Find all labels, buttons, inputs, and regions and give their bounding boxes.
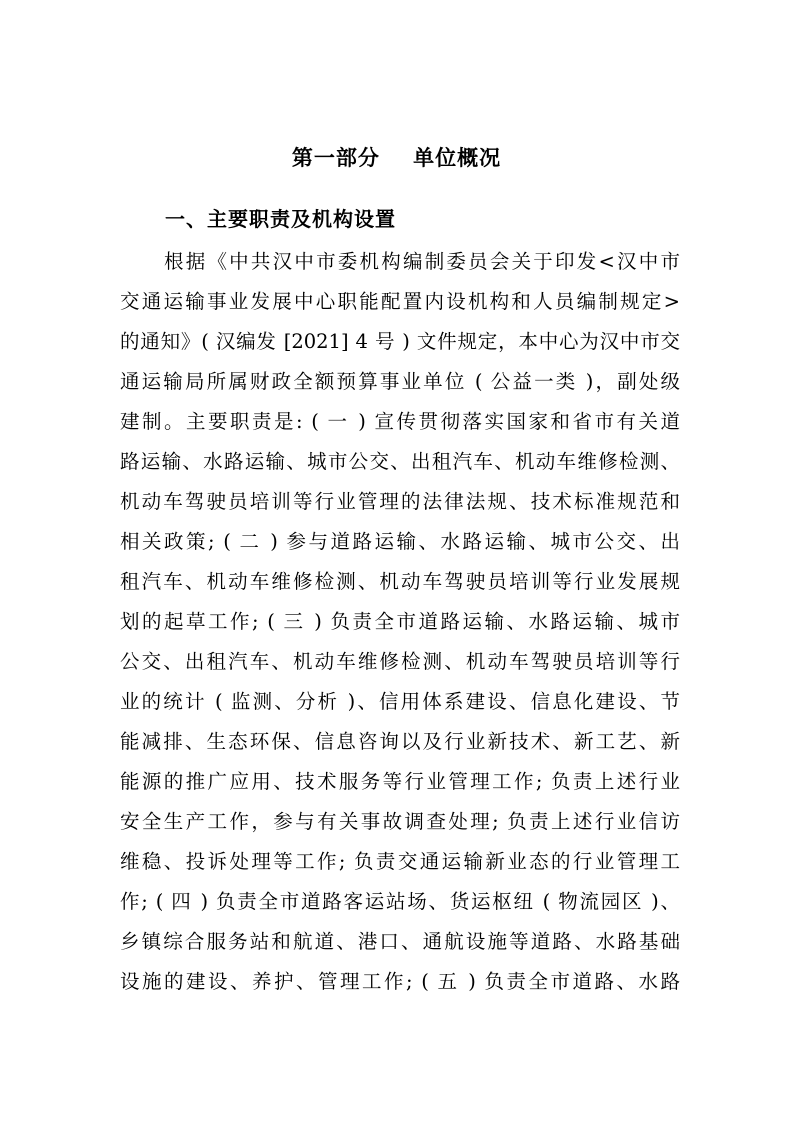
paragraph-line: 公交、出租汽车、机动车维修检测、机动车驾驶员培训等行 bbox=[120, 650, 680, 673]
paragraph-line: 建制。主要职责是: ( 一 ) 宣传贯彻落实国家和省市有关道 bbox=[120, 410, 680, 433]
paragraph-line: 能源的推广应用、技术服务等行业管理工作; 负责上述行业 bbox=[120, 770, 680, 793]
paragraph-line: 根据《中共汉中市委机构编制委员会关于印发<汉中市 bbox=[164, 250, 680, 273]
body-paragraph bbox=[120, 242, 680, 1002]
paragraph-line: 作; ( 四 ) 负责全市道路客运站场、货运枢纽 ( 物流园区 )、 bbox=[120, 890, 680, 913]
paragraph-line: 租汽车、机动车维修检测、机动车驾驶员培训等行业发展规 bbox=[120, 570, 680, 593]
paragraph-line: 业的统计 ( 监测、分析 )、信用体系建设、信息化建设、节 bbox=[120, 690, 680, 713]
paragraph-line: 设施的建设、养护、管理工作; ( 五 ) 负责全市道路、水路 bbox=[120, 970, 680, 993]
paragraph-line: 维稳、投诉处理等工作; 负责交通运输新业态的行业管理工 bbox=[120, 850, 680, 873]
paragraph-line: 通运输局所属财政全额预算事业单位 ( 公益一类 )，副处级 bbox=[120, 370, 680, 393]
paragraph-line: 划的起草工作; ( 三 ) 负责全市道路运输、水路运输、城市 bbox=[120, 610, 680, 633]
paragraph-line: 交通运输事业发展中心职能配置内设机构和人员编制规定> bbox=[120, 290, 680, 313]
paragraph-line: 安全生产工作，参与有关事故调查处理; 负责上述行业信访 bbox=[120, 810, 680, 833]
paragraph-line: 相关政策; ( 二 ) 参与道路运输、水路运输、城市公交、出 bbox=[120, 530, 680, 553]
paragraph-line: 乡镇综合服务站和航道、港口、通航设施等道路、水路基础 bbox=[120, 930, 680, 953]
paragraph-line: 能减排、生态环保、信息咨询以及行业新技术、新工艺、新 bbox=[120, 730, 680, 753]
part-title: 第一部分 单位概况 bbox=[291, 146, 502, 170]
paragraph-line: 路运输、水路运输、城市公交、出租汽车、机动车维修检测、 bbox=[120, 450, 680, 473]
paragraph-line: 机动车驾驶员培训等行业管理的法律法规、技术标准规范和 bbox=[120, 490, 680, 513]
paragraph-line: 的通知》( 汉编发 [2021] 4 号 ) 文件规定，本中心为汉中市交 bbox=[120, 330, 680, 353]
section-heading: 一、主要职责及机构设置 bbox=[165, 207, 396, 231]
